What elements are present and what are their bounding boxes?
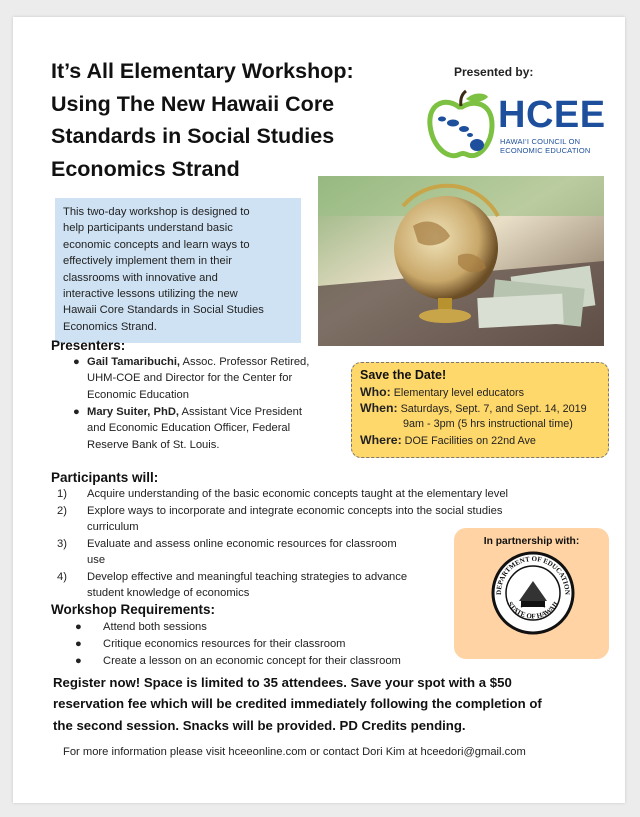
time-value: 9am - 3pm (5 hrs instructional time) <box>403 418 573 430</box>
participants-heading: Participants will: <box>51 470 159 485</box>
intro-box <box>55 198 301 343</box>
seal-top-text: DEPARTMENT OF EDUCATION <box>494 554 572 595</box>
item-line: use <box>87 554 106 567</box>
item-line: curriculum <box>87 521 139 534</box>
item-line: Explore ways to incorporate and integrate economic concepts into the social studies <box>87 505 503 517</box>
presenter-line: Reserve Bank of St. Louis. <box>87 438 220 451</box>
globe-and-money-photo <box>318 176 604 346</box>
presenter-item <box>73 354 310 403</box>
intro-line: economic concepts and learn ways to <box>63 238 250 251</box>
contact-footer: For more information please visit hceeonline.com or contact Dori Kim at hceedori@gmail.com <box>63 746 526 758</box>
item-line: Acquire understanding of the basic economic concepts taught at the elementary level <box>87 488 509 500</box>
requirement-item: ● Critique economics resources for their classroom <box>103 636 345 652</box>
participant-item <box>57 536 397 569</box>
presented-by-label: Presented by: <box>454 65 534 79</box>
flyer-page <box>13 17 625 803</box>
title-line: It’s All Elementary Workshop: <box>51 59 354 83</box>
participant-item <box>57 486 509 502</box>
presenter-line: UHM-COE and Director for the Center for <box>87 372 293 385</box>
register-line: reservation fee which will be credited immediately following the completion of <box>53 696 542 712</box>
requirements-heading: Workshop Requirements: <box>51 602 216 617</box>
save-the-date-title: Save the Date! <box>360 368 447 382</box>
item-number: 1) <box>57 488 67 500</box>
item-line: student knowledge of economics <box>87 587 250 600</box>
presenter-title: Assistant Vice President <box>179 406 302 418</box>
logo-subtitle-line: HAWAI‘I COUNCIL ON <box>500 137 581 146</box>
title-line: Using The New Hawaii Core <box>51 91 335 116</box>
presenter-name: Gail Tamaribuchi, <box>87 356 181 368</box>
seal-bottom-text: STATE OF HAWAII <box>505 600 561 621</box>
partnership-box <box>454 528 609 659</box>
intro-line: interactive lessons utilizing the new <box>63 288 238 301</box>
presenter-item <box>73 404 302 453</box>
item-line: Develop effective and meaningful teaching strategies to advance <box>87 571 408 583</box>
item-number: 2) <box>57 505 67 517</box>
flyer-title <box>51 55 411 185</box>
bullet-icon: ● <box>75 655 82 667</box>
intro-line: help participants understand basic <box>63 222 233 235</box>
participant-item <box>57 503 503 536</box>
who-label: Who: <box>360 385 391 399</box>
item-number: 3) <box>57 538 67 550</box>
logo-subtitle-line: ECONOMIC EDUCATION <box>500 146 591 155</box>
item-number: 4) <box>57 571 67 583</box>
register-line: the second session. Snacks will be provided. PD Credits pending. <box>53 717 466 733</box>
presenter-name: Mary Suiter, PhD, <box>87 406 180 418</box>
intro-line: effectively implement them in their <box>63 255 232 268</box>
bullet-icon: ● <box>75 621 82 633</box>
save-the-date-box <box>351 362 609 458</box>
presenters-heading: Presenters: <box>51 338 126 353</box>
where-label: Where: <box>360 433 402 447</box>
title-line: Standards in Social Studies <box>51 124 335 148</box>
when-value: Saturdays, Sept. 7, and Sept. 14, 2019 <box>397 403 587 415</box>
hcee-logo <box>426 89 606 165</box>
participant-item <box>57 569 408 602</box>
where-value: DOE Facilities on 22nd Ave <box>401 435 536 447</box>
partnership-label: In partnership with: <box>483 536 580 547</box>
register-notice <box>53 672 613 736</box>
intro-line: Economics Strand. <box>63 320 157 333</box>
presenter-title: Assoc. Professor Retired, <box>180 356 310 368</box>
bullet-icon: ● <box>73 406 80 418</box>
presenter-line: and Economic Education Officer, Federal <box>87 422 291 435</box>
intro-line: Hawaii Core Standards in Social Studies <box>63 304 264 317</box>
bullet-icon: ● <box>75 638 82 650</box>
logo-wordmark: HCEE <box>498 94 606 136</box>
logo-subtitle <box>500 137 591 155</box>
presenter-line: Economic Education <box>87 388 189 401</box>
requirement-item: ● Create a lesson on an economic concept for their classroom <box>103 653 401 669</box>
intro-line: classrooms with innovative and <box>63 271 218 284</box>
title-line: Economics Strand <box>51 156 240 181</box>
intro-line: This two-day workshop is designed to <box>63 206 250 218</box>
register-line: Register now! Space is limited to 35 attendees. Save your spot with a $50 <box>53 675 512 690</box>
hawaii-doe-seal-icon <box>491 551 575 635</box>
item-line: Evaluate and assess online economic resources for classroom <box>87 538 397 550</box>
who-value: Elementary level educators <box>390 387 524 399</box>
bullet-icon: ● <box>73 356 80 368</box>
when-label: When: <box>360 401 398 415</box>
apple-hawaii-islands-icon <box>426 89 496 163</box>
requirement-item: ● Attend both sessions <box>103 619 207 635</box>
